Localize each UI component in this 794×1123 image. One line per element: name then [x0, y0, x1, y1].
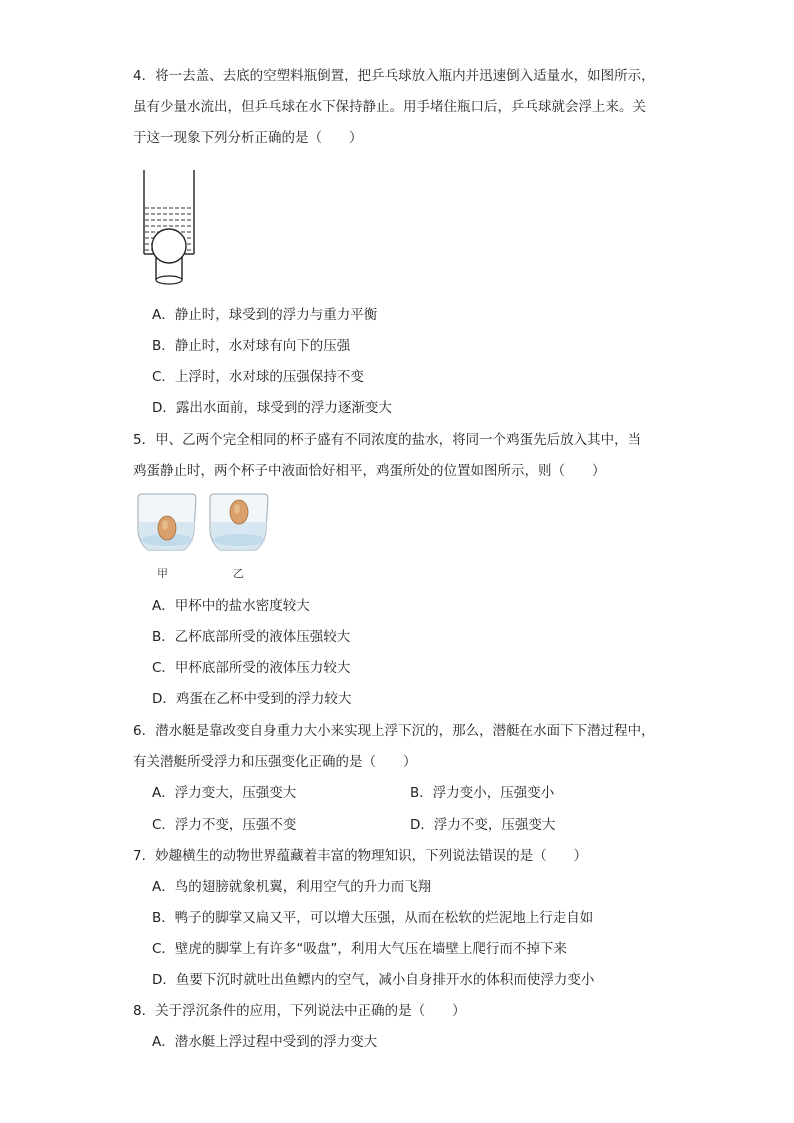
q5-option-d[interactable]: D．鸡蛋在乙杯中受到的浮力较大: [152, 691, 352, 707]
q8-stem-line-1: 8．关于浮沉条件的应用，下列说法中正确的是（ ）: [133, 1003, 466, 1019]
q5-stem-line-1: 5．甲、乙两个完全相同的杯子盛有不同浓度的盐水，将同一个鸡蛋先后放入其中，当: [133, 432, 642, 448]
q6-option-d[interactable]: D．浮力不变，压强变大: [410, 817, 556, 833]
q4-option-c[interactable]: C．上浮时，水对球的压强保持不变: [152, 369, 364, 385]
q4-stem-line-1: 4．将一去盖、去底的空塑料瓶倒置，把乒乓球放入瓶内并迅速倒入适量水，如图所示，: [133, 68, 655, 84]
q7-option-b[interactable]: B．鸭子的脚掌又扁又平，可以增大压强，从而在松软的烂泥地上行走自如: [152, 910, 594, 926]
bottle-ball-figure: [136, 168, 202, 290]
q6-stem-line-2: 有关潜艇所受浮力和压强变化正确的是（ ）: [133, 754, 417, 770]
q7-option-d[interactable]: D．鱼要下沉时就吐出鱼鳔内的空气，减小自身排开水的体积而使浮力变小: [152, 972, 595, 988]
q4-option-d[interactable]: D．露出水面前，球受到的浮力逐渐变大: [152, 400, 392, 416]
q8-option-a[interactable]: A．潜水艇上浮过程中受到的浮力变大: [152, 1034, 378, 1050]
q6-option-b[interactable]: B．浮力变小，压强变小: [410, 785, 555, 801]
cup-label-jia: 甲: [157, 567, 168, 580]
q6-option-a[interactable]: A．浮力变大，压强变大: [152, 785, 297, 801]
q4-stem-line-2: 虽有少量水流出，但乒乓球在水下保持静止。用手堵住瓶口后，乒乓球就会浮上来。关: [133, 99, 646, 115]
q5-stem-line-2: 鸡蛋静止时，两个杯子中液面恰好相平，鸡蛋所处的位置如图所示，则（ ）: [133, 463, 606, 479]
q6-option-c[interactable]: C．浮力不变，压强不变: [152, 817, 297, 833]
egg-cups-figure: [134, 492, 274, 560]
q7-stem-line-1: 7．妙趣横生的动物世界蕴藏着丰富的物理知识，下列说法错误的是（ ）: [133, 848, 588, 864]
q4-option-a[interactable]: A．静止时，球受到的浮力与重力平衡: [152, 307, 378, 323]
q6-stem-line-1: 6．潜水艇是靠改变自身重力大小来实现上浮下沉的，那么，潜艇在水面下下潜过程中，: [133, 723, 655, 739]
cup-label-yi: 乙: [233, 567, 244, 580]
q5-option-a[interactable]: A．甲杯中的盐水密度较大: [152, 598, 310, 614]
q5-option-b[interactable]: B．乙杯底部所受的液体压强较大: [152, 629, 351, 645]
q4-stem-line-3: 于这一现象下列分析正确的是（ ）: [133, 130, 363, 146]
q4-option-b[interactable]: B．静止时，水对球有向下的压强: [152, 338, 351, 354]
q7-option-a[interactable]: A．鸟的翅膀就象机翼，利用空气的升力而飞翔: [152, 879, 432, 895]
q7-option-c[interactable]: C．壁虎的脚掌上有许多“吸盘”，利用大气压在墙壁上爬行而不掉下来: [152, 941, 567, 957]
q5-option-c[interactable]: C．甲杯底部所受的液体压力较大: [152, 660, 351, 676]
